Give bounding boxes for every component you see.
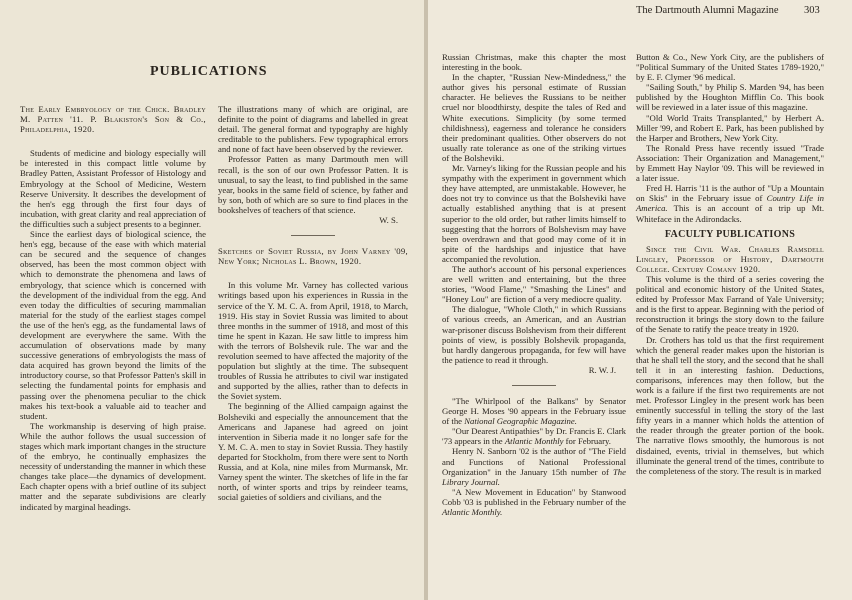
- review-heading-soviet-russia: Sketches of Soviet Russia, by John Varney '09, New York; Nicholas L. Brown, 1920.: [218, 246, 408, 267]
- notice-paragraph: "A New Movement in Education" by Stanwood Cobb '03 is published in the February number of the Atlantic Monthly.: [442, 486, 626, 518]
- paragraph: "Sailing South," by Philip S. Marden '94, has been published by the Houghton Mifflin Co. This book will be reviewed in a later issue of this magazine.: [636, 82, 824, 113]
- left-page: [0, 0, 424, 600]
- left-column-2: [218, 104, 408, 502]
- paragraph: Dr. Crothers has told us that the first requirement which the general reader makes upon the historian is that he shall tell the story, and the second that he shall tell it in an interesting fashion. Deductions, comparisons, inferences may then follow, but the work is a failure if the first two requirements are not met. Professor Lingley in the present work has been eminently successful in telling the story of the last fifty years in a manner which holds the attention of the reader through the greater portion of the book. The narrative flows smoothly, the humorous is not disdained, events, trivial in themselves, but which illuminate the general trend of the times, contribute to the completeness of the story. The result is in marked: [636, 334, 824, 476]
- divider: [512, 385, 556, 386]
- page-number: 303: [804, 5, 820, 16]
- paragraph: Mr. Varney's liking for the Russian people and his sympathy with the experiment in government which they have attempted, are unmistakable. However, he does not try to convince us that the Bolsheviki have actually established anything that is at present superior to the old order, but rather limits himself to suggesting that the horrors of Bolshevism may have been overdrawn and that good may come of it in spite of the hardships and injustice that have accompanied the revolution.: [442, 163, 626, 264]
- paragraph: Russian Christmas, make this chapter the most interesting in the book.: [442, 52, 626, 73]
- review-heading-civil-war: Since the Civil War. Charles Ramsdell Lingley, Professor of History, Dartmouth College. Century Comany 1920.: [636, 243, 824, 274]
- paragraph: This volume is the third of a series covering the political and economic history of the United States, edited by Professor Max Farrand of Yale University; and is the first to appear. Beginning with the period of reconstruction it brings the story down to the failure of the Senate to ratify the peace treaty in 1920.: [636, 273, 824, 335]
- faculty-publications-heading: FACULTY PUBLICATIONS: [664, 228, 796, 240]
- section-title: PUBLICATIONS: [150, 64, 268, 79]
- paragraph: Fred H. Harris '11 is the author of "Up a Mountain on Skis" in the February issue of Country Life in America. This is an account of a trip up Mt. Whiteface in the Adirondacks.: [636, 183, 825, 224]
- paragraph: The dialogue, "Whole Cloth," in which Russians of various creeds, an American, and an Austrian war-prisoner discuss Bolshevism from their different points of view, is possibly Bolshevik propaganda, but hardly dangerous propaganda, for few will have the patience to read it through.: [442, 304, 626, 365]
- right-column-2: [636, 52, 824, 476]
- paragraph: In this volume Mr. Varney has collected various writings based upon his experiences in Russia in the service of the Y. M. C. A. from April, 1918, to March, 1919. His stay in Soviet Russia was limited to about three months in the summer of 1918, and most of this time he spent in Kazan. He saw little to impress him with the terrors of Bolshevik rule. The war and the revolution seemed to have affected the majority of the population but slightly at the time. The subsequent troubles of Russia he attributes to civil war instigated and supported by the allies, rather than to defects in the Soviet system.: [218, 280, 408, 402]
- paragraph: Since the earliest days of biological science, the hen's egg, because of the ease with which material can be secured and the sequence of changes observed, has been the most common object with which to demonstrate the phenomena and laws of embryology, that science which is concerned with the development of the individual from the egg. And even today the difficulties of securing mammalian material for the study of the earliest stages compel the use of the hen's egg, as the fundamental laws of development are everywhere the same. With the accumulation of observations made by many successive generations of embryologists the mass of data acquired has grown beyond the limits of the introductory course, so that Professor Patten's skill in selecting the fundamental points for emphasis and passing over the phenomena peculiar to the chick makes his text-book a valuable aid to teacher and student.: [20, 229, 206, 421]
- left-column-1: [20, 104, 206, 512]
- paragraph: The illustrations many of which are original, are definite to the point of diagrams and labelled in great detail. The general format and typography are highly creditable to the publishers. Few typographical errors and none of fact have been observed by the reviewer.: [218, 104, 408, 155]
- divider: [291, 235, 335, 236]
- paragraph: In the chapter, "Russian New-Mindedness," the author gives his personal estimate of Russian character. He believes the Russians to be neither cruel nor bloodthirsty, despite the tales of Red and White executions. Simplicity (by some termed childishness), eagerness and tolerance he considers their predominant qualities. Other observers do not usually rate tolerance as one of the striking virtues of the Bolsheviki.: [442, 72, 626, 163]
- right-page: [428, 0, 852, 600]
- reviewer-initials: R. W. J.: [588, 364, 616, 375]
- notice-paragraph: Henry N. Sanborn '02 is the author of "The Field and Functions of National Professional Organization" in the January 15th number of The Library Journal.: [442, 446, 626, 487]
- paragraph: The workmanship is deserving of high praise. While the author follows the usual succession of stages which mark important changes in the structure of the embryo, he continually emphasizes the necessity of understanding the manner in which these changes take place—the dynamics of development. Each chapter opens with a brief outline of its subject matter and the separate subdivisions are clearly indicated by marginal headings.: [20, 420, 207, 512]
- right-column-1: [442, 52, 626, 517]
- paragraph: Students of medicine and biology especially will be interested in this compact little volume by Bradley Patten, Assistant Professor of Histology and Embryology at the School of Medicine, Western Reserve University. It describes the development of the hen's egg through the first four days of incubation, with great clarity and real appreciation of the difficulties such a subject presents to a beginner.: [20, 148, 206, 229]
- review-heading-embryology: The Early Embryology of the Chick. Bradley M. Patten '11. P. Blakiston's Son & Co., Philadelphia, 1920.: [20, 104, 206, 135]
- paragraph: "Old World Traits Transplanted," by Herbert A. Miller '99, and Robert E. Park, has been published by the Harper and Brothers, New York City.: [636, 112, 824, 143]
- notice-paragraph: "Our Dearest Antipathies" by Dr. Francis E. Clark '73 appears in the Atlantic Monthly for February.: [442, 426, 626, 447]
- reviewer-initials: W. S.: [379, 215, 398, 226]
- notice-paragraph: "The Whirlpool of the Balkans" by Senator George H. Moses '90 appears in the February issue of the National Geographic Magazine.: [442, 396, 626, 427]
- running-head: The Dartmouth Alumni Magazine: [636, 5, 779, 16]
- paragraph: Professor Patten as many Dartmouth men will recall, is the son of our own Professor Patten. It is unusual, to say the least, to find published in the same year, books in the same field of science, by father and by son, both of which are so sure to find places in the bookshelves of teachers of that science.: [218, 154, 408, 215]
- paragraph: The beginning of the Allied campaign against the Bolsheviki and especially the announcement that the Americans and Japanese had agreed on joint intervention in Siberia made it no longer safe for the Y. M. C. A. men to stay in Soviet Russia. They hastily departed for Stockholm, from there were sent to North Russia, and at Kola, nine miles from Murmansk, Mr. Varney spent the winter. The sketches of life in the far north, of winter sports and trips by reindeer teams, social gaieties of soldiers and civilians, and the: [218, 401, 408, 503]
- paragraph: The Ronald Press have recently issued "Trade Association: Their Organization and Management," by Emmett Hay Naylor '09. This will be reviewed in a later issue.: [636, 142, 824, 184]
- paragraph: Button & Co., New York City, are the publishers of "Political Summary of the United States 1789-1920," by E. F. Clymer '96 medical.: [636, 52, 824, 83]
- paragraph: The author's account of his personal experiences are well written and entertaining, but the three stories, "Wood Flame," "Smashing the Lines" and "Honey Lou" are fiction of a very mediocre quality.: [442, 263, 626, 305]
